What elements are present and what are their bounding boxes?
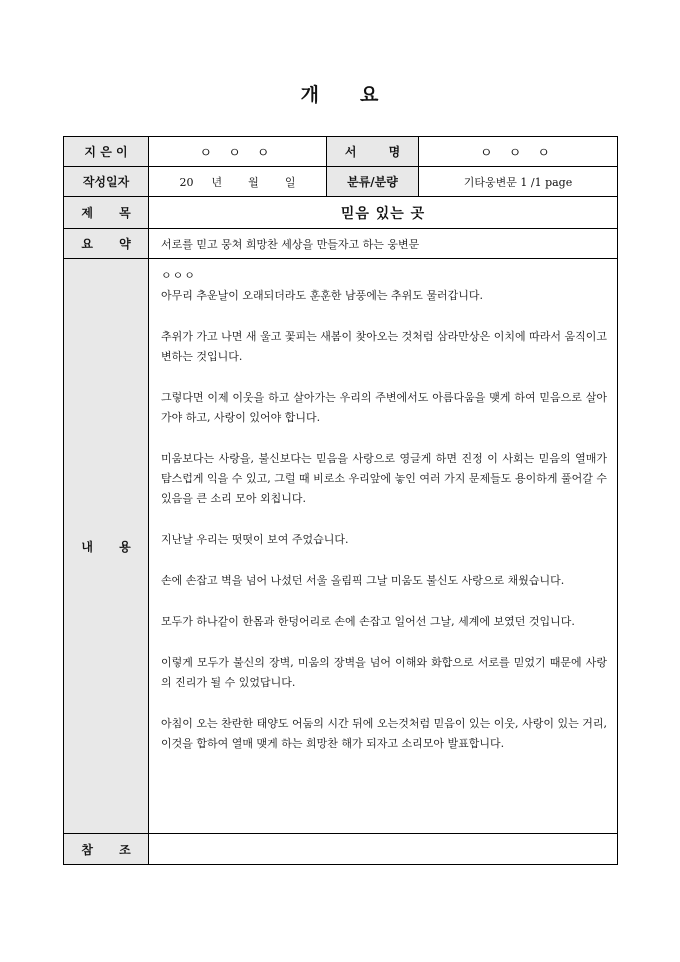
content-paragraph: 모두가 하나같이 한몸과 한덩어리로 손에 손잡고 일어선 그날, 세계에 보였던 것입니다. <box>161 615 575 628</box>
row-subject <box>64 197 618 229</box>
subject-label-text: 제 목 <box>81 206 131 220</box>
date-day-unit: 일 <box>284 175 296 189</box>
row-date <box>64 167 618 197</box>
content-label-text: 내 용 <box>81 539 131 554</box>
summary-label <box>64 229 149 259</box>
subject-label <box>64 197 149 229</box>
content-paragraph: 지난날 우리는 떳떳이 보여 주었습니다. <box>161 533 349 546</box>
content-paragraph: 아무리 추운날이 오래되더라도 훈훈한 남풍에는 추위도 물러갑니다. <box>161 289 484 302</box>
content-greeting: ㅇㅇㅇ <box>161 269 196 282</box>
row-reference <box>64 834 618 865</box>
date-month-unit: 월 <box>248 175 259 189</box>
row-summary <box>64 229 618 259</box>
date-value <box>149 167 327 197</box>
content-paragraph: 그렇다면 이제 이웃을 하고 살아가는 우리의 주변에서도 아름다움을 맺게 하여 믿음으로 살아가야 하고, 사랑이 있어야 합니다. <box>161 391 607 424</box>
summary-value: 서로를 믿고 뭉쳐 희망찬 세상을 만들자고 하는 웅변문 <box>149 229 618 259</box>
content-paragraph: 손에 손잡고 벽을 넘어 나섰던 서울 올림픽 그날 미움도 불신도 사랑으로 채웠습니다. <box>161 574 565 587</box>
signature-label <box>327 137 419 167</box>
reference-label-text: 참 조 <box>81 842 131 857</box>
summary-label-text: 요 약 <box>81 237 131 251</box>
category-value: 기타웅변문 1 /1 page <box>419 167 618 197</box>
signature-label-text: 서 명 <box>344 145 401 159</box>
signature-value: ㅇ ㅇ ㅇ <box>419 137 618 167</box>
summary-table <box>63 136 618 865</box>
content-paragraph: 추위가 가고 나면 새 울고 꽃피는 새봄이 찾아오는 것처럼 삼라만상은 이치에 따라서 움직이고 변하는 것입니다. <box>161 330 607 363</box>
page-title-right: 요 <box>360 84 380 106</box>
content-paragraph: 아침이 오는 찬란한 태양도 어둠의 시간 뒤에 오는것처럼 믿음이 있는 이웃, 사랑이 있는 거리, 이것을 합하여 열매 맺게 하는 희망찬 해가 되자고 소리모아 발표합니다. <box>161 717 607 750</box>
content-body <box>149 259 618 834</box>
author-value: ㅇ ㅇ ㅇ <box>149 137 327 167</box>
content-paragraph: 미움보다는 사랑을, 불신보다는 믿음을 사랑으로 영글게 하면 진정 이 사회는 믿음의 열매가 탐스럽게 익을 수 있고, 그럴 때 비로소 우리앞에 놓인 여러 가지 문제들도 용이하게 풀어갈 수 있음을 큰 소리 모아 외칩니다. <box>161 452 607 505</box>
row-author <box>64 137 618 167</box>
subject-value <box>149 197 618 229</box>
reference-value <box>149 834 618 865</box>
date-label: 작성일자 <box>64 167 149 197</box>
date-year: 20 <box>179 175 194 189</box>
author-label: 지 은 이 <box>64 137 149 167</box>
row-content <box>64 259 618 834</box>
document-title: 믿음 있는 곳 <box>340 205 426 222</box>
page-title-left: 개 <box>300 84 320 106</box>
reference-label <box>64 834 149 865</box>
category-label: 분류/분량 <box>327 167 419 197</box>
page-title <box>0 80 680 107</box>
content-label <box>64 259 149 834</box>
content-paragraph: 이렇게 모두가 불신의 장벽, 미움의 장벽을 넘어 이해와 화합으로 서로를 믿었기 때문에 사랑의 진리가 될 수 있었답니다. <box>161 656 607 689</box>
date-year-unit: 년 <box>211 175 223 189</box>
